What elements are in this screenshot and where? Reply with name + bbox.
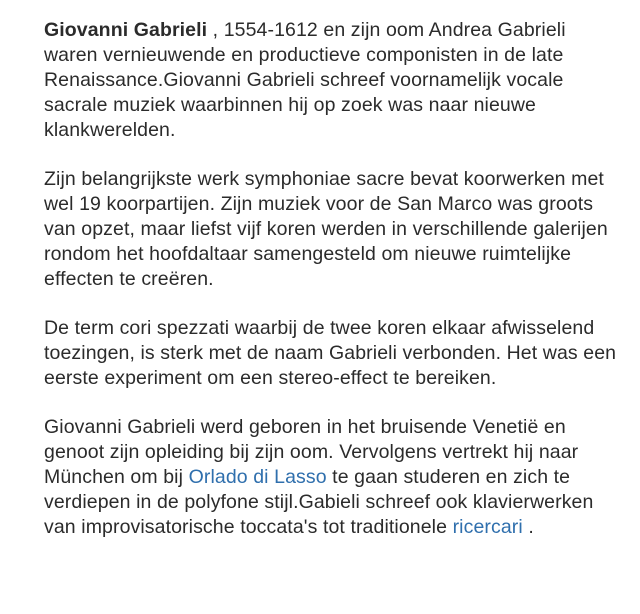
paragraph-biography-text-middle: te gaan studeren en zich te verdiepen in de polyfone stijl.Gabieli schreef ook klavierwerken van improvisatorische toccata's tot traditionele [44,466,594,538]
article-body [44,18,624,564]
link-orlado-di-lasso[interactable]: Orlado di Lasso [188,466,327,488]
subject-name: Giovanni Gabrieli [44,19,208,41]
paragraph-major-work-text: Zijn belangrijkste werk symphoniae sacre bevat koorwerken met wel 19 koorpartijen. Zijn muziek voor de San Marco was groots van opzet, maar liefst vijf koren werden in verschillende galerijen rondom het hoofdaltaar samengesteld om nieuwe ruimtelijke effecten te creëren. [44,168,608,290]
paragraph-major-work [44,167,624,292]
paragraph-cori-spezzati [44,316,624,391]
paragraph-intro [44,18,624,143]
paragraph-biography [44,415,624,540]
paragraph-biography-text-start: Giovanni Gabrieli werd geboren in het bruisende Venetië en genoot zijn opleiding bij zijn oom. Vervolgens vertrekt hij naar München om bij [44,416,579,488]
link-ricercari[interactable]: ricercari [452,516,523,538]
paragraph-cori-spezzati-text: De term cori spezzati waarbij de twee koren elkaar afwisselend toezingen, is sterk met de naam Gabrieli verbonden. Het was een eerste experiment om een stereo-effect te bereiken. [44,317,617,389]
paragraph-biography-text-end: . [522,516,534,538]
paragraph-intro-text: , 1554-1612 en zijn oom Andrea Gabrieli waren vernieuwende en productieve componisten in de late Renaissance.Giovanni Gabrieli schreef voornamelijk vocale sacrale muziek waarbinnen hij op zoek was naar nieuwe klankwerelden. [44,19,566,141]
